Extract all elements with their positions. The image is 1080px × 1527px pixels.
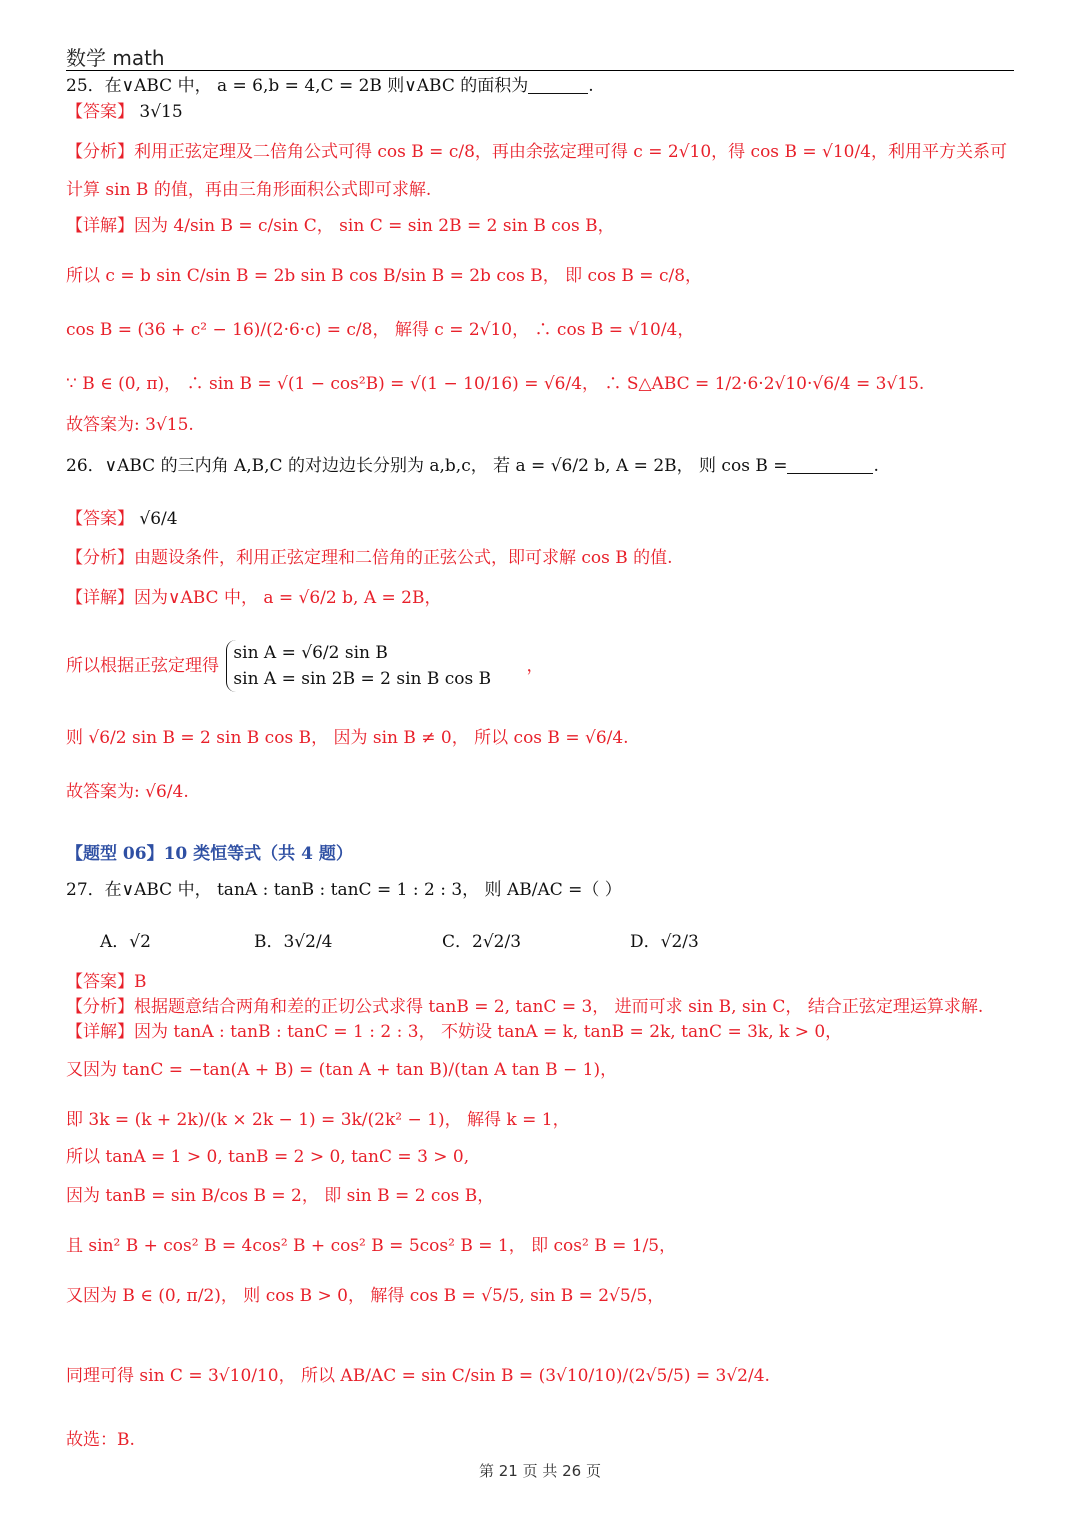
q27-stem: 27．在∨ABC 中， tanA : tanB : tanC = 1 : 2 : 3， 则 AB/AC =（ ） (66, 880, 622, 900)
q26-answer: 【答案】 √6/4 (66, 509, 178, 529)
q25-analysis-2: 计算 sin B 的值，再由三角形面积公式即可求解. (66, 180, 432, 200)
q26-analysis: 【分析】由题设条件，利用正弦定理和二倍角的正弦公式，即可求解 cos B 的值. (66, 548, 673, 568)
q25-detail-4: ∵ B ∈ (0, π)， ∴ sin B = √(1 − cos²B) = √(1 − 10/16) = √6/4， ∴ S△ABC = 1/2·6·2√10·√6/4 = 3√15. (66, 374, 925, 394)
header-title: 数学 math (66, 46, 165, 70)
q26-final: 故答案为: √6/4. (66, 782, 189, 802)
q26-detail-2: 所以根据正弦定理得 sin A = √6/2 sin B sin A = sin 2B = 2 sin B cos B ， (66, 640, 544, 692)
section-title: 【题型 06】10 类恒等式（共 4 题） (66, 844, 353, 864)
q27-detail-3: 即 3k = (k + 2k)/(k × 2k − 1) = 3k/(2k² − 1)， 解得 k = 1， (66, 1110, 570, 1130)
q25-final: 故答案为: 3√15. (66, 415, 194, 435)
page-header (66, 42, 1014, 71)
q27-detail-8: 同理可得 sin C = 3√10/10， 所以 AB/AC = sin C/sin B = (3√10/10)/(2√5/5) = 3√2/4. (66, 1366, 770, 1386)
q26-stem: 26．∨ABC 的三内角 A,B,C 的对边边长分别为 a,b,c， 若 a = √6/2 b, A = 2B， 则 cos B = . (66, 456, 879, 476)
q25-detail-3: cos B = (36 + c² − 16)/(2·6·c) = c/8， 解得 c = 2√10， ∴ cos B = √10/4， (66, 320, 695, 340)
answer-blank (528, 77, 588, 94)
q27-option-b[interactable]: B．3√2/4 (254, 932, 333, 952)
q27-option-c[interactable]: C．2√2/3 (442, 932, 522, 952)
q27-analysis: 【分析】根据题意结合两角和差的正切公式求得 tanB = 2, tanC = 3， 进而可求 sin B, sin C， 结合正弦定理运算求解. (66, 997, 984, 1017)
q27-final: 故选：B. (66, 1430, 135, 1450)
q27-detail-4: 所以 tanA = 1 > 0, tanB = 2 > 0, tanC = 3 > 0, (66, 1147, 470, 1167)
q26-detail-1: 【详解】因为∨ABC 中， a = √6/2 b, A = 2B， (66, 588, 442, 608)
q25-detail-2: 所以 c = b sin C/sin B = 2b sin B cos B/sin B = 2b cos B， 即 cos B = c/8， (66, 266, 703, 286)
q27-detail-5: 因为 tanB = sin B/cos B = 2， 即 sin B = 2 cos B， (66, 1186, 495, 1206)
equation-system: sin A = √6/2 sin B sin A = sin 2B = 2 sin B cos B (226, 640, 491, 692)
q27-option-a[interactable]: A．√2 (100, 932, 151, 952)
answer-blank (787, 457, 873, 474)
q25-answer: 【答案】 3√15 (66, 102, 183, 122)
q27-detail-2: 又因为 tanC = −tan(A + B) = (tan A + tan B)/(tan A tan B − 1)， (66, 1060, 618, 1080)
q27-detail-7: 又因为 B ∈ (0, π/2)， 则 cos B > 0， 解得 cos B = √5/5, sin B = 2√5/5， (66, 1286, 665, 1306)
q25-stem: 25．在∨ABC 中， a = 6,b = 4,C = 2B 则∨ABC 的面积为 . (66, 76, 594, 96)
q27-option-d[interactable]: D．√2/3 (630, 932, 699, 952)
page-footer: 第 21 页 共 26 页 (478, 1462, 601, 1480)
q27-answer: 【答案】B (66, 972, 147, 992)
q27-detail-6: 且 sin² B + cos² B = 4cos² B + cos² B = 5cos² B = 1， 即 cos² B = 1/5， (66, 1236, 677, 1256)
q26-detail-3: 则 √6/2 sin B = 2 sin B cos B， 因为 sin B ≠ 0， 所以 cos B = √6/4. (66, 728, 629, 748)
q25-analysis-1: 【分析】利用正弦定理及二倍角公式可得 cos B = c/8，再由余弦定理可得 c = 2√10，得 cos B = √10/4，利用平方关系可 (66, 142, 1007, 162)
q27-detail-1: 【详解】因为 tanA : tanB : tanC = 1 : 2 : 3， 不妨设 tanA = k, tanB = 2k, tanC = 3k, k > 0， (66, 1022, 843, 1042)
q25-detail-1: 【详解】因为 4/sin B = c/sin C， sin C = sin 2B = 2 sin B cos B， (66, 216, 615, 236)
